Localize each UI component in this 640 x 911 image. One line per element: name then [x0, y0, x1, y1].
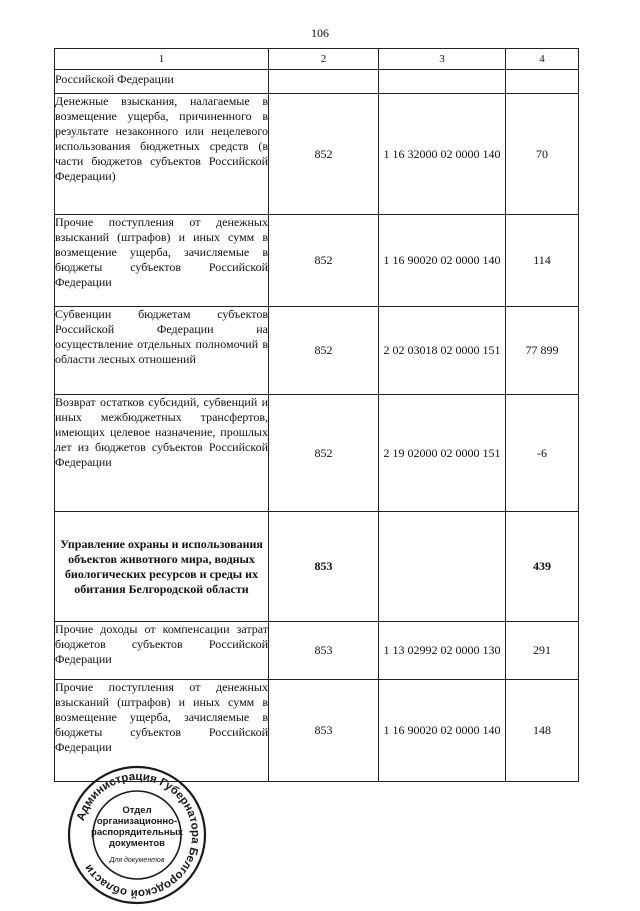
admin-code-cell: 853 [269, 680, 379, 782]
admin-code-cell [269, 70, 379, 94]
page-number: 106 [311, 26, 329, 40]
stamp-bottom-text: Для документов [109, 856, 165, 864]
revenue-name-cell: Прочие доходы от компенсации затрат бюджетов субъектов Российской Федерации [55, 622, 269, 680]
revenue-name-cell: Российской Федерации [55, 70, 269, 94]
table-body [55, 70, 579, 782]
table-row [55, 512, 579, 622]
column-header-1: 1 [55, 49, 269, 70]
stamp-line-2: организационно- [96, 815, 178, 827]
amount-cell: 70 [506, 94, 579, 215]
admin-code-cell: 853 [269, 512, 379, 622]
amount-cell [506, 70, 579, 94]
stamp-line-1: Отдел [122, 804, 152, 816]
kbk-cell: 1 13 02992 02 0000 130 [379, 622, 506, 680]
stamp-ring-textpath: Администрация Губернатора Белгородской области [75, 770, 202, 900]
amount-cell: 77 899 [506, 307, 579, 395]
table-row [55, 307, 579, 395]
revenue-name-cell: Прочие поступления от денежных взысканий (штрафов) и иных сумм в возмещение ущерба, зачисляемые в бюджеты субъектов Российской Федерации [55, 680, 269, 782]
column-header-3: 3 [379, 49, 506, 70]
official-stamp [66, 764, 208, 906]
admin-code-cell: 852 [269, 307, 379, 395]
revenue-name-cell: Денежные взыскания, налагаемые в возмещение ущерба, причиненного в результате незаконного или нецелевого использования бюджетных средств (в части бюджетов субъектов Российской Федерации) [55, 94, 269, 215]
amount-cell: 148 [506, 680, 579, 782]
kbk-cell: 1 16 90020 02 0000 140 [379, 680, 506, 782]
admin-code-cell: 852 [269, 395, 379, 512]
admin-code-cell: 852 [269, 94, 379, 215]
kbk-cell: 1 16 32000 02 0000 140 [379, 94, 506, 215]
stamp-center [66, 764, 208, 906]
kbk-cell [379, 70, 506, 94]
kbk-cell [379, 512, 506, 622]
amount-cell: 114 [506, 215, 579, 307]
revenue-name-cell: Возврат остатков субсидий, субвенций и иных межбюджетных трансфертов, имеющих целевое назначение, прошлых лет из бюджетов субъектов Российской Федерации [55, 395, 269, 512]
admin-code-cell: 852 [269, 215, 379, 307]
revenue-name-cell: Прочие поступления от денежных взысканий (штрафов) и иных сумм в возмещение ущерба, зачисляемые в бюджеты субъектов Российской Федерации [55, 215, 269, 307]
stamp-line-3: распорядительных [91, 826, 183, 838]
admin-code-cell: 853 [269, 622, 379, 680]
table-row [55, 70, 579, 94]
kbk-cell: 2 19 02000 02 0000 151 [379, 395, 506, 512]
table-row [55, 395, 579, 512]
column-header-2: 2 [269, 49, 379, 70]
revenue-name-cell: Субвенции бюджетам субъектов Российской Федерации на осуществление отдельных полномочий в области лесных отношений [55, 307, 269, 395]
revenue-table [54, 48, 579, 782]
table-row [55, 94, 579, 215]
kbk-cell: 2 02 03018 02 0000 151 [379, 307, 506, 395]
column-header-4: 4 [506, 49, 579, 70]
table-row [55, 215, 579, 307]
amount-cell: -6 [506, 395, 579, 512]
kbk-cell: 1 16 90020 02 0000 140 [379, 215, 506, 307]
stamp-line-4: документов [109, 837, 165, 849]
amount-cell: 291 [506, 622, 579, 680]
amount-cell: 439 [506, 512, 579, 622]
revenue-name-cell: Управление охраны и использования объектов животного мира, водных биологических ресурсов и среды их обитания Белгородской области [55, 512, 269, 622]
table-header-row [55, 49, 579, 70]
table-row [55, 622, 579, 680]
